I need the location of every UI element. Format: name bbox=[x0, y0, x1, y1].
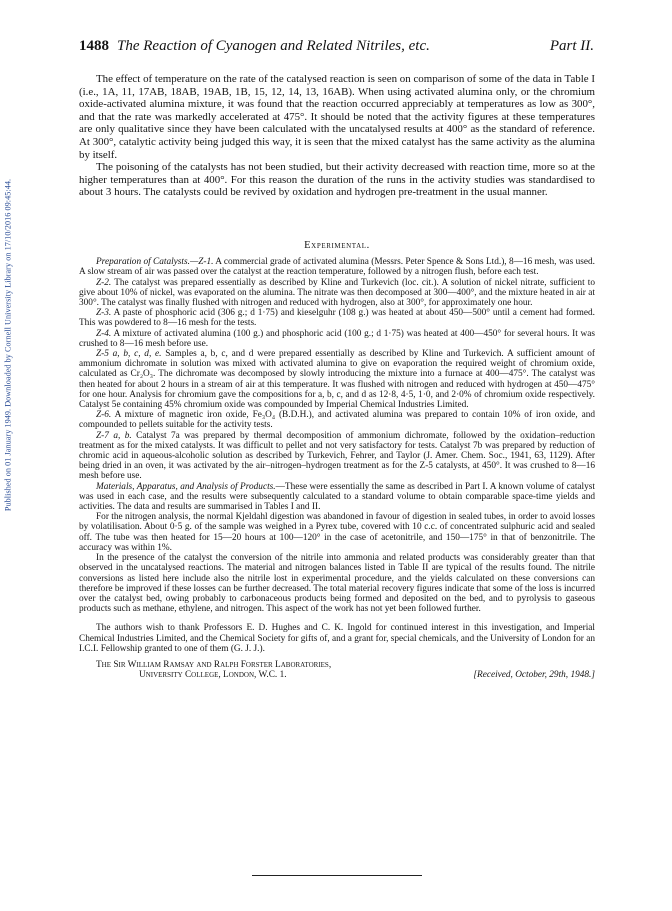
paragraph: In the presence of the catalyst the conversion of the nitrile into ammonia and related products was considerably greater than that observed in the uncatalysed reactions. The material and nitrogen balances listed in Table II are typical of the results found. The nitrile conversions as listed here include also the nitrile lost in experimental procedure, and the yields calculated on these conversions can therefore be improved if these losses can be further decreased. The total material recovery figures indicate that some of the loss is incurred over the catalyst bed, owing probably to carbonaceous products being formed and deposited on the bed, and to pyrolysis to gaseous products such as methane, ethylene, and nitrogen. This aspect of the work has not yet been followed further. bbox=[79, 553, 595, 615]
paragraph-lead: Preparation of Catalysts.—Z-1. bbox=[96, 257, 214, 268]
experimental-section bbox=[79, 241, 595, 680]
paragraph-text: A paste of phosphoric acid (306 g.; d 1·75) and kieselguhr (108 g.) was heated at about 450—500° until a cement had formed. This was powdered to 8—16 mesh for the tests. bbox=[79, 308, 595, 329]
paragraph-lead: Z-5 a, b, c, d, e. bbox=[96, 349, 162, 360]
paragraph bbox=[79, 410, 595, 430]
end-rule bbox=[252, 875, 422, 876]
paragraph bbox=[79, 278, 595, 309]
paragraph-lead: Z-4. bbox=[96, 328, 112, 339]
part-label: Part II. bbox=[549, 38, 594, 54]
running-header bbox=[79, 38, 594, 58]
paragraph-text: Catalyst 7a was prepared by thermal decomposition of ammonium dichromate, followed by the oxidation–reduction treatment as for the mixed catalysts. It was difficult to pellet and not very satisfactory for tests. Catalyst 7b was prepared by reduction of chromic acid in aqueous-alcoholic solution as described by Turkevich, Fehrer, and Taylor (J. Amer. Chem. Soc., 1941, 63, 1129). After being dried in an oven, it was activated by the air–nitrogen–hydrogen treatment as for the Z-5 catalysts, at 450°. It was crushed to 8—16 mesh before use. bbox=[79, 430, 595, 482]
paragraph-lead: Materials, Apparatus, and Analysis of Products. bbox=[96, 481, 276, 492]
paragraph bbox=[79, 329, 595, 349]
acknowledgement: The authors wish to thank Professors E. D. Hughes and C. K. Ingold for continued interest in this investigation, and Imperial Chemical Industries Limited, and the Chemical Society for gifts of, and a grant for, special chemicals, and the University of London for an I.C.I. Fellowship granted to one of them (G. J. J.). bbox=[79, 623, 595, 654]
received-date: [Received, October, 29th, 1948.] bbox=[473, 670, 595, 681]
paragraph-text: Samples a, b, c, and d were prepared essentially as described by Kline and Turkevich. A sufficient amount of ammonium dichromate in solution was mixed with activated alumina to give on evaporation the required weight of chromium oxide, calculated as Cr₂O₃. The dichromate was decomposed by slowly introducing the mixture into a furnace at 400—475°. The catalyst was then heated for about 2 hours in a stream of air at this temperature. It was flushed with nitrogen and reduced with hydrogen at 450—475° for one hour. Analysis for chromium gave the compositions for a, b, c, and d as 12·8, 4·5, 1·0, and 2·0% of chromium oxide respectively. Catalyst 5e containing 45% chromium oxide was compounded by Imperial Chemical Industries Limited. bbox=[79, 349, 596, 411]
paragraph: The poisoning of the catalysts has not been studied, but their activity decreased with reaction time, more so at the higher temperatures than at 400°. For this reason the duration of the runs in the activity studies was standardised to about 3 hours. The catalysts could be revived by oxidation and hydrogen pre-treatment in the usual manner. bbox=[79, 161, 595, 199]
intro-section bbox=[79, 73, 595, 199]
paragraph bbox=[79, 349, 595, 410]
paragraph: The effect of temperature on the rate of the catalysed reaction is seen on comparison of some of the data in Table I (i.e., 1A, 11, 17AB, 18AB, 19AB, 1B, 15, 12, 14, 13, 16AB). When using activated alumina only, or the chromium oxide-activated alumina mixture, it was found that the reaction occurred appreciably at temperatures as low as 300°, and that the rate was markedly accelerated at 475°. It should be noted that the activity figures at these temperatures are only qualitative since they have been calculated with the uncatalysed results at 400° as the standard of reference. At 300°, catalytic activity being judged this way, it is seen that the mixed catalyst has the same activity as the alumina by itself. bbox=[79, 73, 595, 161]
paragraph-text: The catalyst was prepared essentially as described by Kline and Turkevich (loc. cit.). A solution of nickel nitrate, sufficient to give about 10% of nickel, was evaporated on the alumina. The nitrate was then decomposed at 300—400°, and the mixture heated in air at 300°. The catalyst was finally flushed with nitrogen and reduced with hydrogen, also at 300°, for approximately one hour. bbox=[79, 277, 595, 309]
download-watermark-text: Published on 01 January 1949. Downloaded by Cornell University Library on 17/10/2016 09:45:44. bbox=[3, 178, 13, 512]
laboratory-name: The Sir William Ramsay and Ralph Forster Laboratories, bbox=[96, 659, 332, 670]
laboratory-line2 bbox=[79, 670, 595, 680]
paragraph-text: —These were essentially the same as described in Part I. A known volume of catalyst was used in each case, and the results were subsequently calculated to a standard volume to obtain comparable space-time yields and activities. The data and results are summarised in Tables I and II. bbox=[79, 481, 595, 513]
paragraph-lead: Z-3. bbox=[96, 308, 112, 319]
paragraph-text: A mixture of magnetic iron oxide, Fe₃O₄ (B.D.H.), and activated alumina was prepared to contain 10% of iron oxide, and compounded to pellets suitable for the activity tests. bbox=[79, 410, 595, 431]
laboratory-address bbox=[79, 660, 595, 680]
paragraph-text: A mixture of activated alumina (100 g.) and phosphoric acid (100 g.; d 1·75) was heated at 400—450° for several hours. It was crushed to 8—16 mesh before use. bbox=[79, 328, 595, 349]
download-watermark bbox=[2, 110, 14, 580]
section-heading: Experimental. bbox=[304, 240, 370, 251]
running-title: The Reaction of Cyanogen and Related Nitriles, etc. bbox=[117, 38, 430, 54]
paragraph-lead: Z-2. bbox=[96, 277, 112, 288]
paragraph: For the nitrogen analysis, the normal Kjeldahl digestion was abandoned in favour of digestion in sealed tubes, in order to avoid losses by volatilisation. About 0·5 g. of the sample was weighed in a Pyrex tube, covered with 10 c.c. of concentrated sulphuric acid and sealed off. The tube was then heated for 15—20 hours at 100—120° in the case of acetonitrile, and 150—175° in that of benzonitrile. The accuracy was within 1%. bbox=[79, 512, 595, 553]
paragraph bbox=[79, 257, 595, 277]
paragraph-text: A commercial grade of activated alumina (Messrs. Peter Spence & Sons Ltd.), 8—16 mesh, was used. A slow stream of air was passed over the catalyst at the reaction temperature, followed by a nitrogen flush, before each test. bbox=[79, 257, 595, 278]
paragraph bbox=[79, 431, 595, 482]
paragraph bbox=[79, 482, 595, 513]
paragraph-lead: Z-6. bbox=[96, 410, 112, 421]
paragraph bbox=[79, 308, 595, 328]
college-address: University College, London, W.C. 1. bbox=[139, 670, 287, 681]
paragraph-lead: Z-7 a, b. bbox=[96, 430, 132, 441]
page-number: 1488 bbox=[79, 38, 109, 54]
